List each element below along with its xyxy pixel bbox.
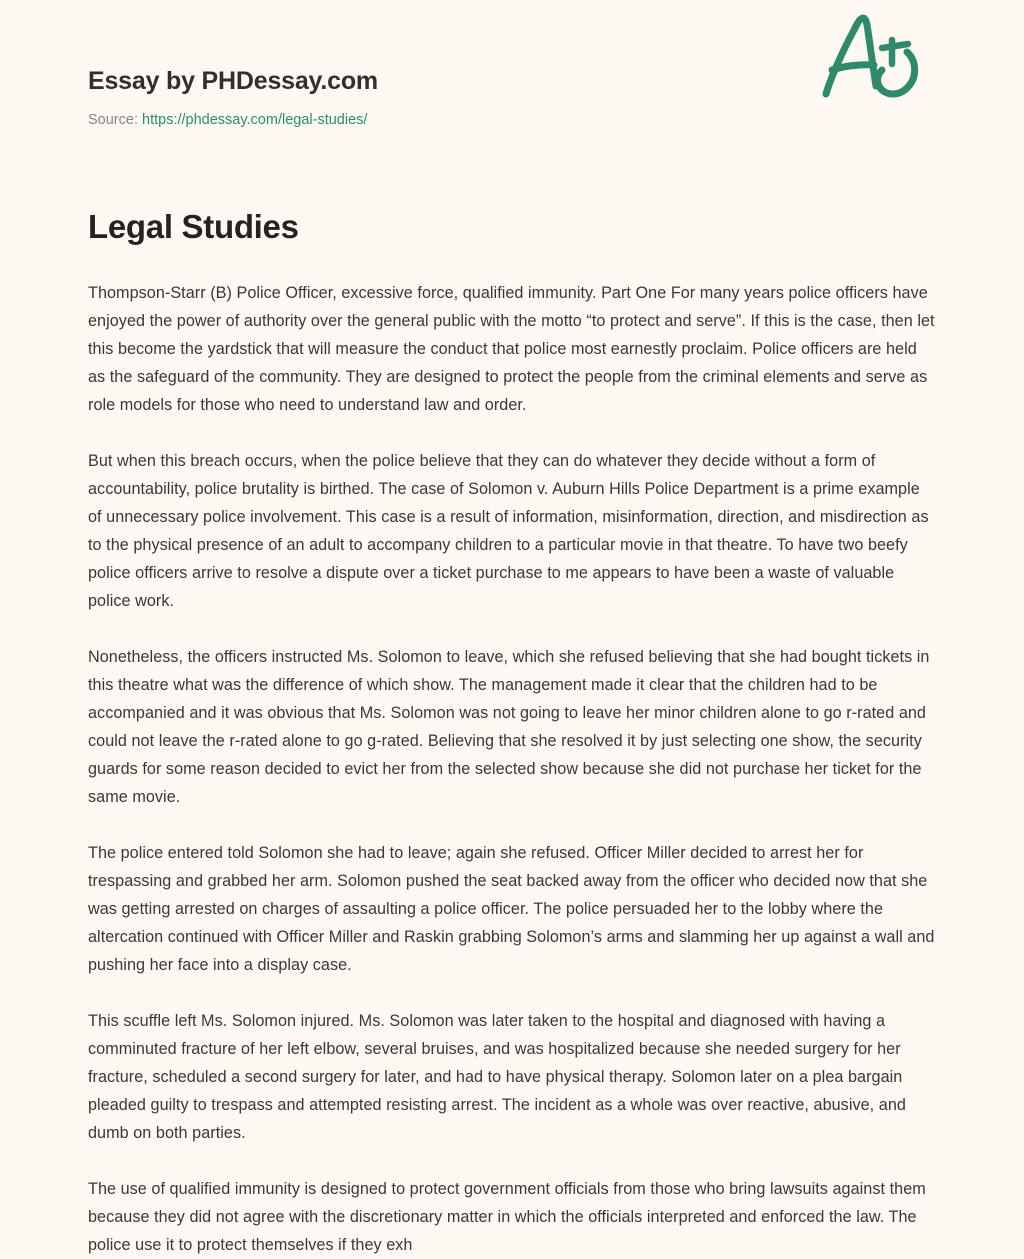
source-label: Source:	[88, 112, 138, 128]
paragraph: The use of qualified immunity is designed to protect government officials from those who bring lawsuits against them because they did not agree with the discretionary matter in which the officials interpreted and enforced the law. The police use it to protect themselves if they exh	[88, 1180, 926, 1255]
document-header	[88, 0, 936, 128]
source-line	[88, 111, 378, 130]
article-body	[88, 247, 936, 1259]
phdessay-aplus-logo-icon	[816, 8, 936, 104]
paragraph: This scuffle left Ms. Solomon injured. Ms. Solomon was later taken to the hospital and diagnosed with having a comminuted fracture of her left elbow, several bruises, and was hospitalized because she needed surgery for her fracture, scheduled a second surgery for later, and had to have physical therapy. Solomon later on a plea bargain pleaded guilty to trespass and attempted resisting arrest. The incident as a whole was over reactive, abusive, and dumb on both parties.	[88, 1012, 906, 1143]
page-title: Legal Studies	[88, 208, 299, 245]
paragraph: But when this breach occurs, when the police believe that they can do whatever they decide without a form of accountability, police brutality is birthed. The case of Solomon v. Auburn Hills Police Department is a prime example of unnecessary police involvement. This case is a result of information, misinformation, direction, and misdirection as to the physical presence of an adult to accompany children to a particular movie in that theatre. To have two beefy police officers arrive to resolve a dispute over a ticket purchase to me appears to have been a waste of valuable police work.	[88, 452, 929, 611]
paragraph: Nonetheless, the officers instructed Ms. Solomon to leave, which she refused believing that she had bought tickets in this theatre what was the difference of which show. The management made it clear that the children had to be accompanied and it was obvious that Ms. Solomon was not going to leave her minor children alone to go r-rated and could not leave the r-rated alone to go g-rated. Believing that she resolved it by just selecting one show, the security guards for some reason decided to evict her from the selected show because she did not purchase her ticket for the same movie.	[88, 648, 930, 807]
brand-title: Essay by PHDessay.com	[88, 67, 378, 95]
brand-block	[88, 66, 378, 130]
paragraph: The police entered told Solomon she had to leave; again she refused. Officer Miller decided to arrest her for trespassing and grabbed her arm. Solomon pushed the seat backed away from the officer who decided now that she was getting arrested on charges of assaulting a police officer. The police persuaded her to the lobby where the altercation continued with Officer Miller and Raskin grabbing Solomon’s arms and slamming her up against a wall and pushing her face into a display case.	[88, 844, 935, 975]
paragraph: Thompson-Starr (B) Police Officer, excessive force, qualified immunity. Part One For many years police officers have enjoyed the power of authority over the general public with the motto “to protect and serve”. If this is the case, then let this become the yardstick that will measure the conduct that police most earnestly proclaim. Police officers are held as the safeguard of the community. They are designed to protect the people from the criminal elements and serve as role models for those who need to understand law and order.	[88, 284, 935, 415]
source-url-link[interactable]: https://phdessay.com/legal-studies/	[142, 112, 368, 128]
